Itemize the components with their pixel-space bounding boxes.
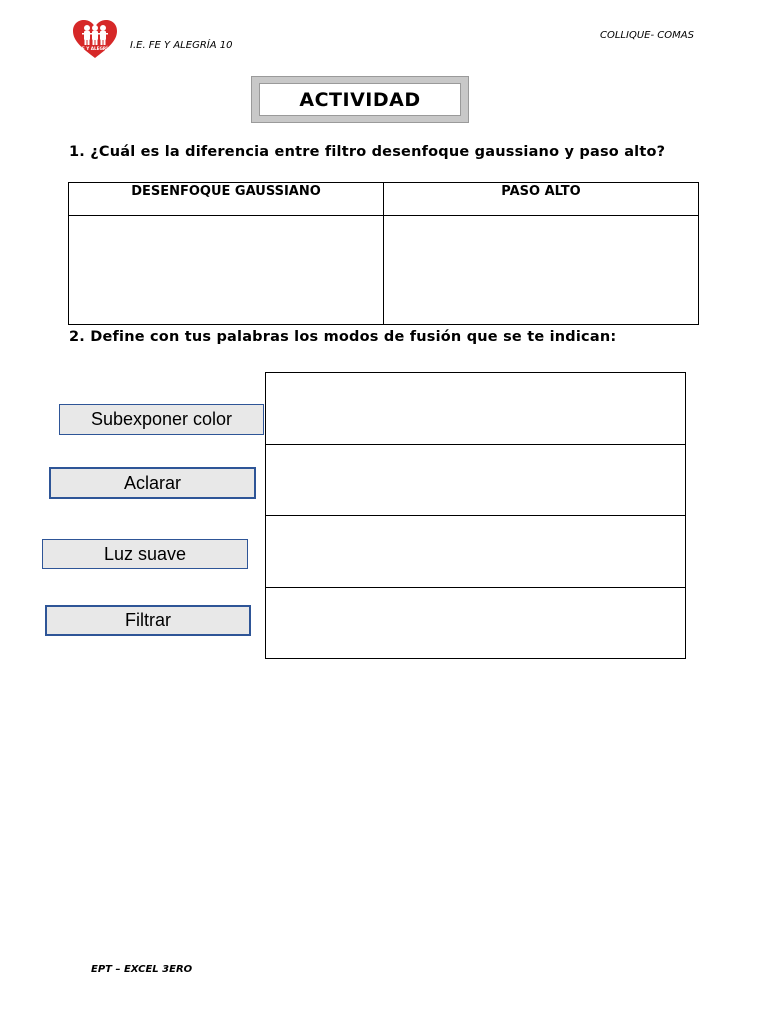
comparison-table xyxy=(68,182,699,325)
answer-cell-filtrar[interactable] xyxy=(266,588,685,660)
location-label: COLLIQUE- COMAS xyxy=(600,30,694,41)
question-2: 2. Define con tus palabras los modos de fusión que se te indican: xyxy=(69,329,617,345)
answer-cell-aclarar[interactable] xyxy=(266,445,685,517)
blend-mode-answer-grid xyxy=(265,372,686,659)
blend-mode-subexponer-color: Subexponer color xyxy=(59,404,264,435)
footer-label: EPT – EXCEL 3ERO xyxy=(91,964,193,975)
column-header-gaussian: DESENFOQUE GAUSSIANO xyxy=(69,183,384,216)
school-name: I.E. FE Y ALEGRÍA 10 xyxy=(130,40,233,51)
title-frame xyxy=(251,76,469,123)
column-header-high-pass: PASO ALTO xyxy=(384,183,699,216)
blend-mode-aclarar: Aclarar xyxy=(49,467,256,499)
blend-mode-luz-suave: Luz suave xyxy=(42,539,248,569)
answer-cell-gaussian[interactable] xyxy=(69,216,384,325)
answer-cell-subexponer-color[interactable] xyxy=(266,373,685,445)
school-logo xyxy=(72,19,118,59)
blend-mode-filtrar: Filtrar xyxy=(45,605,251,636)
question-1: 1. ¿Cuál es la diferencia entre filtro desenfoque gaussiano y paso alto? xyxy=(69,144,666,160)
answer-cell-luz-suave[interactable] xyxy=(266,516,685,588)
answer-cell-high-pass[interactable] xyxy=(384,216,699,325)
logo-text: FE Y ALEGRÍA xyxy=(79,46,111,51)
page-title: ACTIVIDAD xyxy=(259,83,461,116)
